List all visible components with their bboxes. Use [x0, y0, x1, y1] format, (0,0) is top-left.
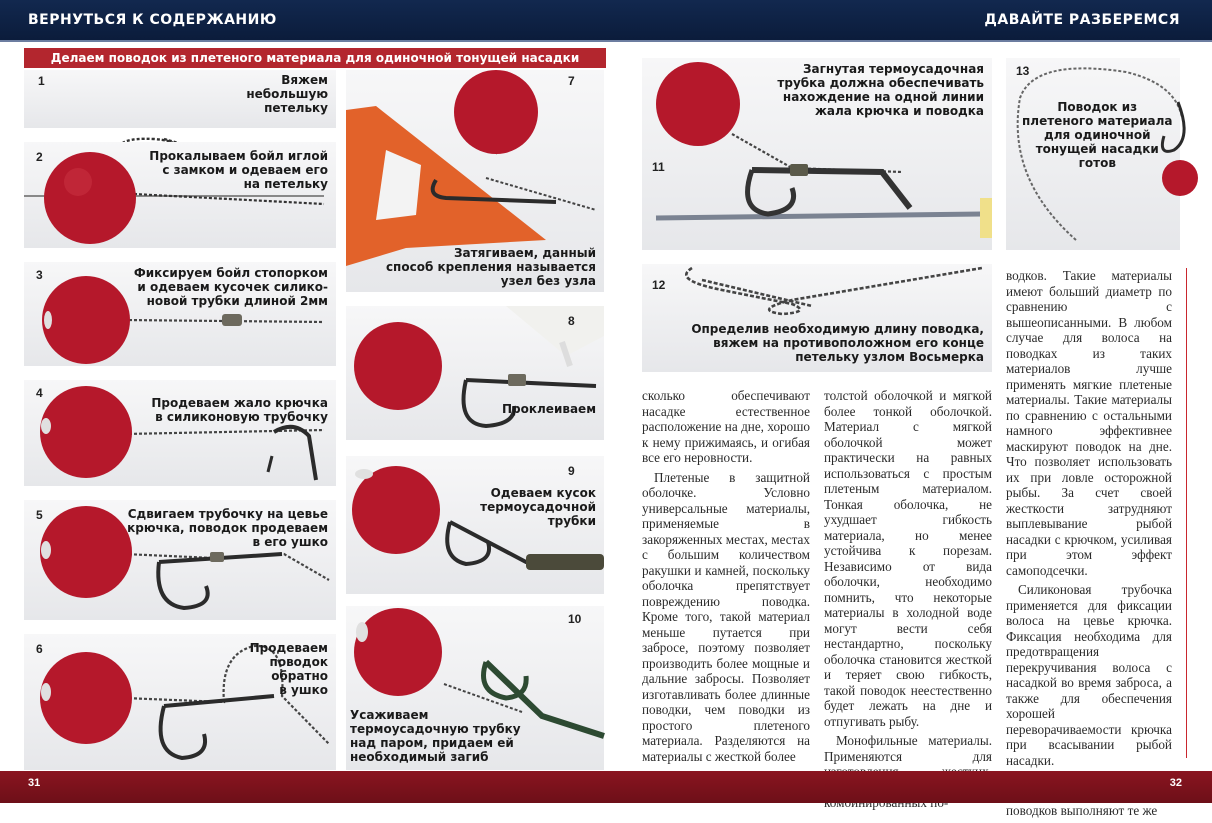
step-caption: Проклеиваем — [502, 402, 596, 416]
step-caption: Фиксируем бойл стопорком и одеваем кусочек силико- новой трубки длиной 2мм — [133, 266, 328, 308]
section-title: Делаем поводок из плетеного материала для одиночной тонущей насадки — [24, 48, 606, 68]
page-number-left: 31 — [28, 777, 41, 789]
step-number: 7 — [568, 74, 575, 88]
page-number-right: 32 — [1169, 777, 1182, 789]
step-number: 3 — [36, 268, 43, 282]
step-caption: Вяжем небольшую петельку — [246, 73, 328, 115]
step-panel-1 — [24, 70, 336, 128]
step-panel-3 — [24, 262, 336, 366]
step-number: 2 — [36, 150, 43, 164]
step-panel-9 — [346, 456, 604, 594]
step-caption: Загнутая термоусадочная трубка должна обеспечивать нахождение на одной линии жала крючка и поводка — [777, 62, 984, 118]
step-panel-6 — [24, 634, 336, 770]
step-panel-7 — [346, 70, 604, 292]
step-panel-2 — [24, 142, 336, 248]
column-divider — [1186, 268, 1187, 758]
step-panel-11 — [642, 58, 992, 250]
step-number: 12 — [652, 278, 666, 292]
step-number: 13 — [1016, 64, 1030, 78]
step-caption: Продеваем поводок обратно в ушко — [249, 641, 328, 697]
step-panel-12 — [642, 264, 992, 372]
step-caption: Продеваем жало крючка в силиконовую трубочку — [151, 396, 328, 424]
top-navigation-bar — [0, 0, 1212, 42]
paragraph: толстой оболочкой и мягкой более тонкой оболочкой. Материал с мягкой оболочкой может практически на равных использоваться с простым плетеным материалом. Тонкая оболочка, не ухудшает гибкость материала, но менее устойчива к порезам. Независимо от вида оболочки, необходимо помнить, что некоторые материалы в холодной воде могут вести себя нестандартно, поскольку оболочка становится жесткой и теряет свою гибкость, такой поводок неестественно будет лежать на дне и отпугивать рыбу. — [824, 388, 992, 729]
step-caption: Усаживаем термоусадочную трубку над паром, придаем ей необходимый загиб — [350, 708, 521, 764]
paragraph: водков. Такие материалы имеют больший диаметр по сравнению с вышеописанными. В любом случае для волоса на поводках из таких материалов лучше применять мягкие плетеные материалы. Такие материалы по сравнению с остальными намного эффективнее маскируют поводок на дне. Что позволяет использовать их при ловле осторожной рыбы. За счет своей жесткости затрудняют выплевывание рыбой насадки с крючком, усиливая при этом эффект самоподсечки. — [1006, 268, 1172, 578]
article-column-1 — [642, 388, 810, 768]
paragraph: Плетеные в защитной оболочке. Условно универсальные материалы, применяемые в закоряженных местах, местах с большим количеством ракушки и камней, поскольку оболочка препятствует повреждению поводка. Кроме того, такой материал меньше путается при забросе, поэтому позволяет производить более мощные и дальние забросы. Позволяет изготавливать более длинные поводки, чем поводки из простого плетеного материала. Разделяются на материалы с жесткой более — [642, 469, 810, 764]
step-number: 1 — [38, 74, 45, 88]
step-caption: Поводок из плетеного материала для одиночной тонущей насадки готов — [1022, 100, 1173, 170]
step-panel-8 — [346, 306, 604, 440]
article-column-3 — [1006, 268, 1172, 823]
step-caption: Одеваем кусок термоусадочной трубки — [480, 486, 596, 528]
article-column-2 — [824, 388, 992, 815]
step-number: 9 — [568, 464, 575, 478]
step-number: 6 — [36, 642, 43, 656]
section-label: ДАВАЙТЕ РАЗБЕРЕМСЯ — [984, 12, 1180, 28]
glue-image — [346, 306, 604, 440]
step-caption: Прокалываем бойл иглой с замком и одеваем его на петельку — [149, 149, 328, 191]
step-number: 4 — [36, 386, 43, 400]
paragraph: Силиконовая трубочка применяется для фиксации волоса на цевье крючка. Фиксация необходима для предотвращения перекручивания волоса с насадкой во время заброса, а также для обеспечения хорошей переворачиваемости крючка при всасывании рыбой насадки. — [1006, 582, 1172, 768]
step-panel-13 — [1006, 58, 1180, 250]
step-number: 10 — [568, 612, 582, 626]
step-caption: Сдвигаем трубочку на цевье крючка, поводок продеваем в его ушко — [127, 507, 328, 549]
paragraph: сколько обеспечивают насадке естественное расположение на дне, хорошо к нему прижимаясь, и огибая все его неровности. — [642, 388, 810, 465]
back-to-contents-link[interactable]: ВЕРНУТЬСЯ К СОДЕРЖАНИЮ — [28, 12, 277, 28]
step-panel-5 — [24, 500, 336, 620]
step-number: 5 — [36, 508, 43, 522]
bottom-bar — [0, 771, 1212, 803]
paragraph: Монофильные материалы. Применяются для — [824, 733, 992, 764]
step-panel-4 — [24, 380, 336, 486]
step-number: 11 — [652, 160, 665, 174]
step-number: 8 — [568, 314, 575, 328]
paragraph-text: поводков выполняют те же — [1006, 803, 1158, 818]
step-panel-10 — [346, 606, 604, 770]
step-caption: Определив необходимую длину поводка, вяжем на противоположном его конце петельку узлом Восьмерка — [691, 322, 984, 364]
step-caption: Затягиваем, данный способ крепления называется узел без узла — [385, 246, 596, 288]
